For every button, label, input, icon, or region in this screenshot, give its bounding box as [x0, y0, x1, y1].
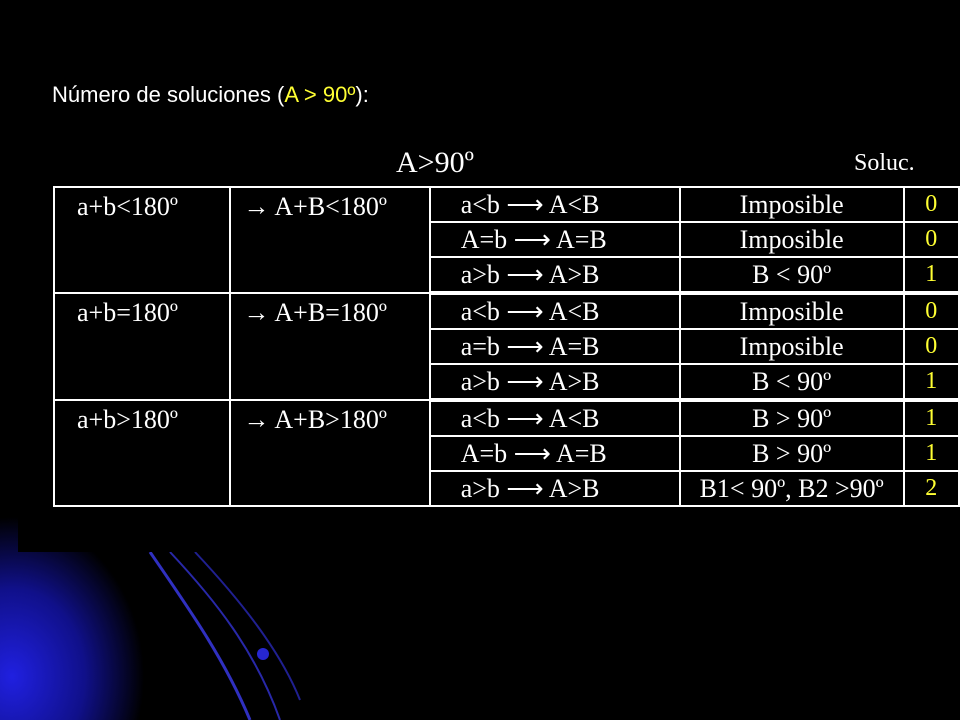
soluc-header: Soluc.: [854, 150, 915, 176]
table-row: [54, 293, 959, 329]
table-row: [54, 187, 959, 222]
result-cell: B > 90º: [680, 400, 904, 436]
blue-dot-icon: [257, 648, 269, 660]
slide-title: [52, 82, 369, 108]
solution-count-cell: 1: [904, 364, 959, 400]
result-cell: Imposible: [680, 187, 904, 222]
table-header: A>90º: [396, 146, 474, 179]
relation-cell: A=b ⟶ A=B: [430, 222, 680, 257]
solution-count-cell: 0: [904, 329, 959, 364]
solutions-table: [53, 186, 960, 507]
result-cell: Imposible: [680, 222, 904, 257]
result-cell: B < 90º: [680, 257, 904, 293]
relation-cell: a>b ⟶ A>B: [430, 471, 680, 506]
solution-count-cell: 2: [904, 471, 959, 506]
solution-count-cell: 1: [904, 436, 959, 471]
result-cell: B1< 90º, B2 >90º: [680, 471, 904, 506]
solution-count-cell: 0: [904, 293, 959, 329]
title-suffix: ):: [355, 82, 369, 107]
result-cell: B < 90º: [680, 364, 904, 400]
relation-cell: A=b ⟶ A=B: [430, 436, 680, 471]
implication-cell: → A+B<180º: [230, 187, 429, 293]
solution-count-cell: 0: [904, 187, 959, 222]
relation-cell: a<b ⟶ A<B: [430, 187, 680, 222]
relation-cell: a>b ⟶ A>B: [430, 364, 680, 400]
condition-cell: a+b>180º: [54, 400, 230, 506]
relation-cell: a<b ⟶ A<B: [430, 400, 680, 436]
title-prefix: Número de soluciones (: [52, 82, 285, 107]
relation-cell: a<b ⟶ A<B: [430, 293, 680, 329]
implication-cell: → A+B=180º: [230, 293, 429, 400]
solution-count-cell: 0: [904, 222, 959, 257]
result-cell: B > 90º: [680, 436, 904, 471]
solution-count-cell: 1: [904, 400, 959, 436]
result-cell: Imposible: [680, 293, 904, 329]
condition-cell: a+b<180º: [54, 187, 230, 293]
table-row: [54, 400, 959, 436]
relation-cell: a=b ⟶ A=B: [430, 329, 680, 364]
result-cell: Imposible: [680, 329, 904, 364]
relation-cell: a>b ⟶ A>B: [430, 257, 680, 293]
implication-cell: → A+B>180º: [230, 400, 429, 506]
title-highlight: A > 90º: [284, 82, 356, 107]
solution-count-cell: 1: [904, 257, 959, 293]
condition-cell: a+b=180º: [54, 293, 230, 400]
